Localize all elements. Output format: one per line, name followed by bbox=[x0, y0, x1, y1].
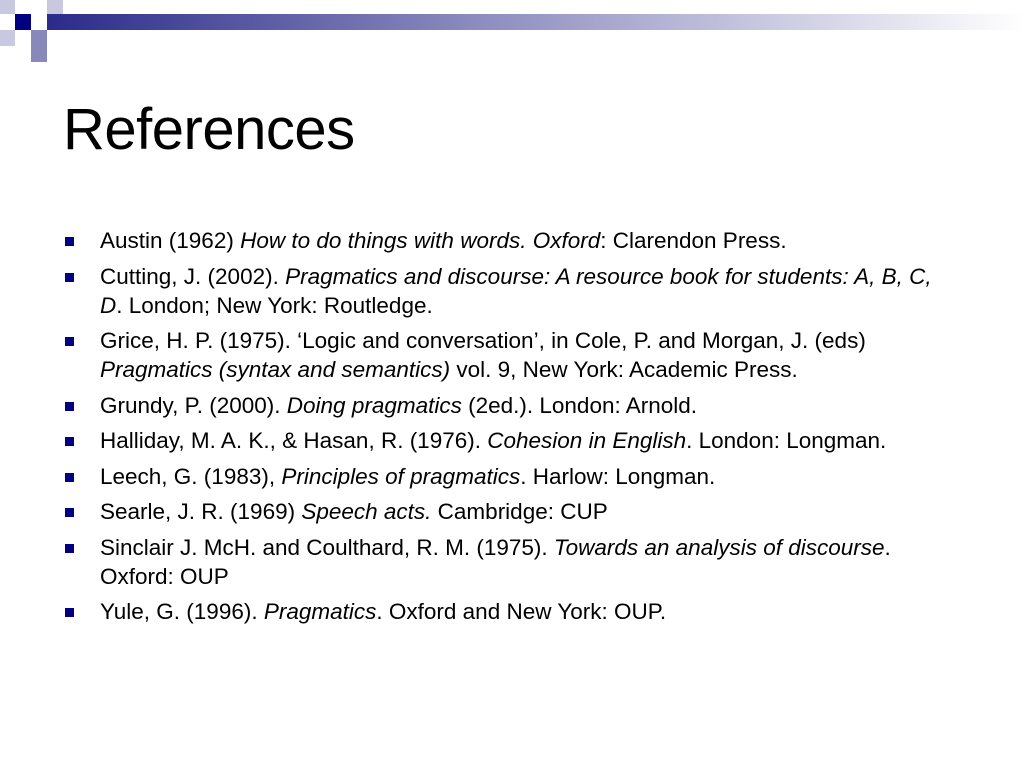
reference-text: Yule, G. (1996). bbox=[100, 599, 264, 624]
deco-square-2 bbox=[47, 0, 63, 14]
reference-title: Towards an analysis of discourse bbox=[553, 534, 885, 560]
square-bullet-icon bbox=[65, 337, 74, 346]
deco-square-1 bbox=[0, 0, 15, 14]
reference-item bbox=[0, 391, 1024, 420]
slide-title: References bbox=[63, 97, 355, 162]
reference-title: Pragmatics bbox=[263, 599, 377, 624]
reference-text: . London: Longman. bbox=[686, 428, 887, 453]
reference-item bbox=[0, 462, 1024, 491]
reference-text: Grice, H. P. (1975). ‘Logic and conversation’, in Cole, P. and Morgan, J. (eds) bbox=[100, 328, 866, 353]
reference-text: : Clarendon Press. bbox=[600, 228, 787, 253]
reference-text: Cutting, J. (2002). bbox=[100, 263, 286, 289]
deco-square-5 bbox=[0, 30, 15, 46]
reference-item bbox=[0, 597, 1024, 626]
references-list bbox=[0, 226, 1024, 633]
square-bullet-icon bbox=[65, 544, 74, 553]
reference-text: . Harlow: Longman. bbox=[520, 463, 716, 489]
reference-text: vol. 9, New York: Academic Press. bbox=[450, 357, 798, 382]
reference-text: Grundy, P. (2000). bbox=[100, 392, 287, 418]
reference-item bbox=[0, 262, 1024, 320]
deco-square-3 bbox=[15, 14, 31, 30]
reference-item bbox=[0, 226, 1024, 255]
reference-text: . Oxford: OUP bbox=[100, 534, 891, 589]
reference-title: Cohesion in English bbox=[487, 428, 687, 453]
reference-text: Halliday, M. A. K., & Hasan, R. (1976). bbox=[100, 428, 488, 453]
reference-text: . London; New York: Routledge. bbox=[116, 292, 433, 318]
reference-item bbox=[0, 426, 1024, 455]
reference-text: Searle, J. R. (1969) bbox=[100, 499, 302, 524]
header-gradient-bar bbox=[47, 14, 1024, 30]
header-decoration bbox=[0, 0, 1024, 62]
square-bullet-icon bbox=[65, 473, 74, 482]
reference-item bbox=[0, 497, 1024, 526]
square-bullet-icon bbox=[65, 608, 74, 617]
reference-text: . Oxford and New York: OUP. bbox=[376, 599, 667, 624]
square-bullet-icon bbox=[65, 273, 74, 282]
square-bullet-icon bbox=[65, 508, 74, 517]
square-bullet-icon bbox=[65, 437, 74, 446]
reference-title: Pragmatics (syntax and semantics) bbox=[100, 357, 451, 382]
reference-text: Sinclair J. McH. and Coulthard, R. M. (1975). bbox=[100, 534, 554, 560]
reference-item bbox=[0, 533, 1024, 591]
reference-title: Principles of pragmatics bbox=[281, 463, 521, 489]
reference-text: Austin (1962) bbox=[100, 228, 241, 253]
reference-text: Cambridge: CUP bbox=[431, 499, 608, 524]
deco-square-4 bbox=[31, 30, 47, 46]
reference-text: (2ed.). London: Arnold. bbox=[461, 392, 698, 418]
reference-item bbox=[0, 326, 1024, 384]
square-bullet-icon bbox=[65, 237, 74, 246]
deco-square-6 bbox=[31, 46, 47, 62]
reference-title: Speech acts. bbox=[301, 499, 432, 524]
square-bullet-icon bbox=[65, 402, 74, 411]
reference-title: Doing pragmatics bbox=[286, 392, 462, 418]
reference-text: Leech, G. (1983), bbox=[100, 463, 282, 489]
reference-title: Pragmatics and discourse: A resource book for students: A, B, C, D bbox=[100, 263, 932, 318]
reference-title: How to do things with words. Oxford bbox=[240, 228, 601, 253]
